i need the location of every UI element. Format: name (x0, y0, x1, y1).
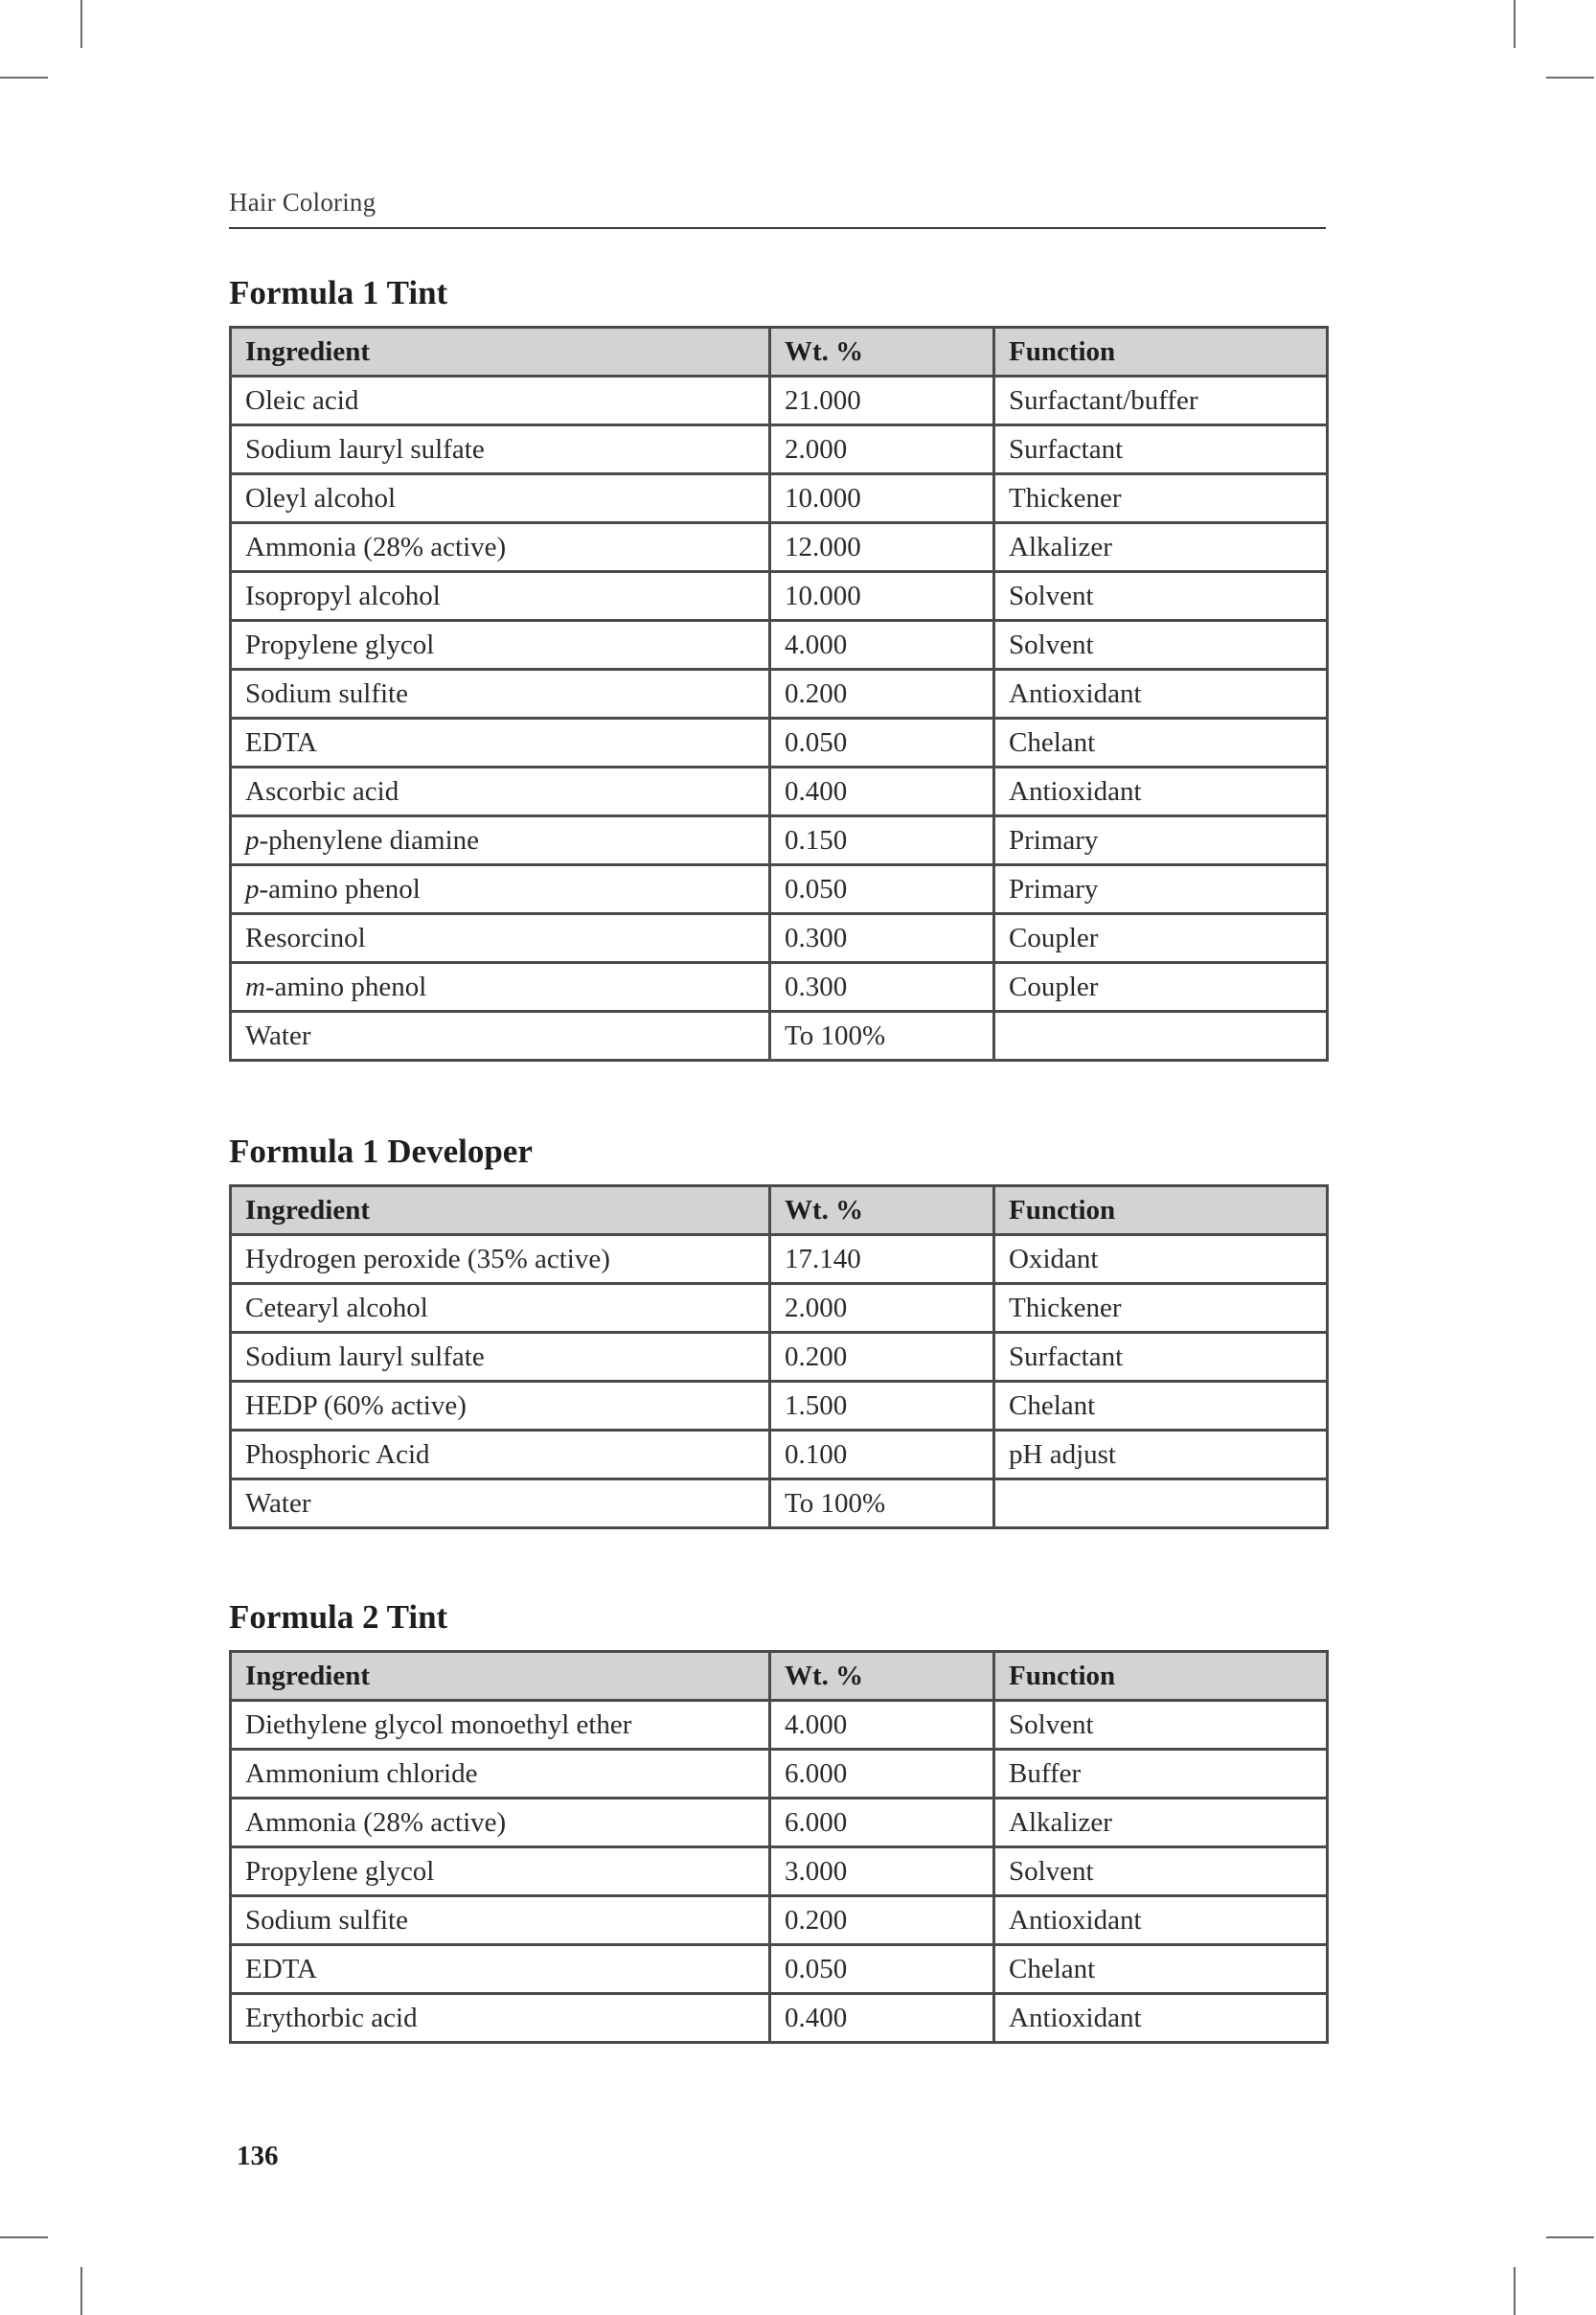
table-row (231, 1896, 1328, 1945)
table-row (231, 377, 1328, 425)
function-cell: Coupler (994, 963, 1328, 1012)
function-cell: Solvent (994, 572, 1328, 621)
table-row (231, 425, 1328, 474)
table-row (231, 1431, 1328, 1479)
table-row (231, 474, 1328, 523)
function-cell: pH adjust (994, 1431, 1328, 1479)
table-row (231, 1012, 1328, 1061)
table-row (231, 1382, 1328, 1431)
function-cell: Antioxidant (994, 670, 1328, 719)
function-cell: Chelant (994, 719, 1328, 768)
ingredient-cell: Resorcinol (231, 914, 770, 963)
function-cell: Antioxidant (994, 1896, 1328, 1945)
function-cell: Surfactant (994, 425, 1328, 474)
ingredient-cell: EDTA (231, 1945, 770, 1994)
crop-mark (80, 2267, 82, 2315)
formula-table (229, 1184, 1329, 1529)
column-header: Wt. % (770, 328, 994, 377)
ingredient-cell: Phosphoric Acid (231, 1431, 770, 1479)
column-header: Ingredient (231, 1652, 770, 1701)
weight-cell: 0.050 (770, 719, 994, 768)
table-row (231, 1333, 1328, 1382)
ingredient-cell: Ascorbic acid (231, 768, 770, 816)
function-cell: Alkalizer (994, 523, 1328, 572)
weight-cell: 0.200 (770, 1333, 994, 1382)
crop-mark (1514, 0, 1516, 48)
function-cell: Antioxidant (994, 1994, 1328, 2043)
section-title: Formula 1 Developer (229, 1133, 533, 1170)
ingredient-cell: Ammonia (28% active) (231, 523, 770, 572)
ingredient-cell: Sodium lauryl sulfate (231, 1333, 770, 1382)
function-cell: Oxidant (994, 1235, 1328, 1284)
weight-cell: 0.100 (770, 1431, 994, 1479)
table-header-row (231, 1186, 1328, 1235)
crop-mark (1514, 2267, 1516, 2315)
weight-cell: 2.000 (770, 425, 994, 474)
function-cell: Coupler (994, 914, 1328, 963)
weight-cell: 0.300 (770, 914, 994, 963)
column-header: Function (994, 1186, 1328, 1235)
weight-cell: 4.000 (770, 1701, 994, 1750)
function-cell: Thickener (994, 474, 1328, 523)
ingredient-cell: Hydrogen peroxide (35% active) (231, 1235, 770, 1284)
ingredient-cell: Sodium sulfite (231, 1896, 770, 1945)
weight-cell: 6.000 (770, 1799, 994, 1847)
table-row (231, 1701, 1328, 1750)
ingredient-cell: Water (231, 1479, 770, 1528)
function-cell: Surfactant (994, 1333, 1328, 1382)
table-row (231, 1994, 1328, 2043)
function-cell: Surfactant/buffer (994, 377, 1328, 425)
header-rule (229, 227, 1326, 229)
weight-cell: 4.000 (770, 621, 994, 670)
weight-cell: To 100% (770, 1012, 994, 1061)
function-cell: Primary (994, 816, 1328, 865)
table-row (231, 1750, 1328, 1799)
function-cell: Chelant (994, 1945, 1328, 1994)
crop-mark (0, 77, 48, 79)
table-row (231, 1847, 1328, 1896)
table-header-row (231, 328, 1328, 377)
page-number: 136 (237, 2141, 279, 2171)
section-title: Formula 2 Tint (229, 1598, 448, 1636)
crop-mark (0, 2236, 48, 2238)
ingredient-cell: m-amino phenol (231, 963, 770, 1012)
column-header: Ingredient (231, 1186, 770, 1235)
column-header: Wt. % (770, 1186, 994, 1235)
weight-cell: 2.000 (770, 1284, 994, 1333)
ingredient-cell: HEDP (60% active) (231, 1382, 770, 1431)
ingredient-cell: Oleyl alcohol (231, 474, 770, 523)
running-head: Hair Coloring (229, 188, 376, 217)
column-header: Function (994, 328, 1328, 377)
ingredient-cell: Diethylene glycol monoethyl ether (231, 1701, 770, 1750)
weight-cell: 10.000 (770, 572, 994, 621)
section-title: Formula 1 Tint (229, 274, 448, 311)
ingredient-cell: Sodium lauryl sulfate (231, 425, 770, 474)
weight-cell: 0.300 (770, 963, 994, 1012)
formula-table (229, 1650, 1329, 2044)
ingredient-cell: Sodium sulfite (231, 670, 770, 719)
weight-cell: 21.000 (770, 377, 994, 425)
weight-cell: 17.140 (770, 1235, 994, 1284)
column-header: Ingredient (231, 328, 770, 377)
weight-cell: 1.500 (770, 1382, 994, 1431)
function-cell: Solvent (994, 1847, 1328, 1896)
table-row (231, 572, 1328, 621)
function-cell: Primary (994, 865, 1328, 914)
weight-cell: 0.050 (770, 865, 994, 914)
function-cell: Antioxidant (994, 768, 1328, 816)
weight-cell: 0.400 (770, 1994, 994, 2043)
ingredient-cell: Oleic acid (231, 377, 770, 425)
ingredient-cell: p-amino phenol (231, 865, 770, 914)
column-header: Wt. % (770, 1652, 994, 1701)
ingredient-cell: Propylene glycol (231, 621, 770, 670)
table-row (231, 1479, 1328, 1528)
column-header: Function (994, 1652, 1328, 1701)
table-row (231, 1284, 1328, 1333)
function-cell: Buffer (994, 1750, 1328, 1799)
ingredient-cell: Isopropyl alcohol (231, 572, 770, 621)
crop-mark (1546, 77, 1594, 79)
table-row (231, 523, 1328, 572)
crop-mark (80, 0, 82, 48)
weight-cell: 0.400 (770, 768, 994, 816)
ingredient-cell: p-phenylene diamine (231, 816, 770, 865)
function-cell: Chelant (994, 1382, 1328, 1431)
table-row (231, 816, 1328, 865)
function-cell: Solvent (994, 1701, 1328, 1750)
table-row (231, 621, 1328, 670)
table-row (231, 768, 1328, 816)
table-row (231, 914, 1328, 963)
table-row (231, 719, 1328, 768)
function-cell (994, 1479, 1328, 1528)
weight-cell: To 100% (770, 1479, 994, 1528)
ingredient-cell: EDTA (231, 719, 770, 768)
function-cell: Solvent (994, 621, 1328, 670)
table-row (231, 1799, 1328, 1847)
function-cell: Thickener (994, 1284, 1328, 1333)
ingredient-cell: Ammonia (28% active) (231, 1799, 770, 1847)
ingredient-cell: Cetearyl alcohol (231, 1284, 770, 1333)
function-cell (994, 1012, 1328, 1061)
table-header-row (231, 1652, 1328, 1701)
table-row (231, 1235, 1328, 1284)
table-row (231, 963, 1328, 1012)
weight-cell: 0.050 (770, 1945, 994, 1994)
formula-table (229, 326, 1329, 1062)
table-row (231, 865, 1328, 914)
function-cell: Alkalizer (994, 1799, 1328, 1847)
ingredient-cell: Water (231, 1012, 770, 1061)
weight-cell: 0.200 (770, 670, 994, 719)
weight-cell: 6.000 (770, 1750, 994, 1799)
weight-cell: 12.000 (770, 523, 994, 572)
weight-cell: 10.000 (770, 474, 994, 523)
ingredient-cell: Propylene glycol (231, 1847, 770, 1896)
table-row (231, 670, 1328, 719)
weight-cell: 3.000 (770, 1847, 994, 1896)
weight-cell: 0.200 (770, 1896, 994, 1945)
ingredient-cell: Ammonium chloride (231, 1750, 770, 1799)
ingredient-cell: Erythorbic acid (231, 1994, 770, 2043)
weight-cell: 0.150 (770, 816, 994, 865)
table-row (231, 1945, 1328, 1994)
crop-mark (1546, 2236, 1594, 2238)
